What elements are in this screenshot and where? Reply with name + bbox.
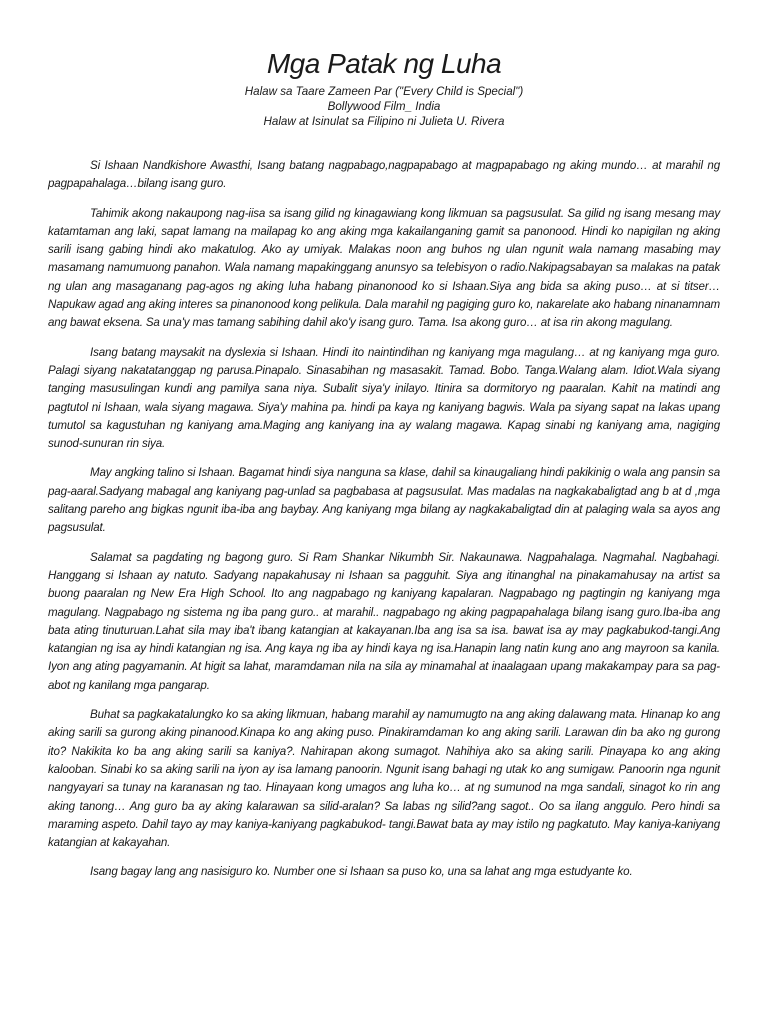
paragraph: Buhat sa pagkakatalungko ko sa aking likmuan, habang marahil ay namumugto na ang aking dalawang mata. Hinanap ko ang aking sarili sa gurong aking pinanood.Kinapa ko ang aking puso. Pinakiramdaman ko ang aking sarili. Larawan din ba ako ng gurong ito? Nakikita ko ba ang aking sarili sa kaniya?. Nahirapan akong sumagot. Nahihiya ako sa aking sarili. Pinayapa ko ang aking kalooban. Sinabi ko sa aking sarili na iyon ay isa lamang panoorin. Ngunit isang bahagi ng utak ko ang sumigaw. Panoorin nga ngunit nangyayari sa tunay na karanasan ng tao. Hinayaan kong umagos ang luha ko… at ng sumunod na mga sandali, sinagot ko rin ang aking tanong… Ang guro ba ay aking kalarawan sa silid-aralan? Sa labas ng silid?ang sagot.. Oo sa ilang anggulo. Pero hindi sa maraming aspeto. Dahil tayo ay may kaniya-kaniyang pagkabukod- tangi.Bawat bata ay may istilo ng pagkatuto. May kaniya-kaniyang katangian at kakayahan. [48,708,720,850]
paragraph: Isang bagay lang ang nasisiguro ko. Number one si Ishaan sa puso ko, una sa lahat ang mga estudyante ko. [90,865,633,879]
document-body [48,157,720,882]
paragraph: Si Ishaan Nandkishore Awasthi, Isang batang nagpabago,nagpapabago at magpapabago ng aking mundo… at marahil ng pagpapahalaga…bilang isang guro. [48,159,720,191]
film-origin-line: Bollywood Film_ India [327,100,441,113]
document-header [48,48,720,129]
author-credit-line: Halaw at Isinulat sa Filipino ni Julieta U. Rivera [263,115,505,128]
paragraph: May angking talino si Ishaan. Bagamat hindi siya nanguna sa klase, dahil sa kinaugaliang hindi pakikinig o wala ang pansin sa pag-aaral.Sadyang mabagal ang kaniyang pag-unlad sa pagbabasa at pagsusulat. Mas madalas na nagkakabaligtad ang b at d ,mga salitang pareho ang bigkas ngunit iba-iba ang baybay. Ang kaniyang mga bilang ay nagkakabaligtad din at palaging wala sa ayos ang pagsusulat. [48,466,720,535]
paragraph: Salamat sa pagdating ng bagong guro. Si Ram Shankar Nikumbh Sir. Nakaunawa. Nagpahalaga. Nagmahal. Nagbahagi. Hanggang si Ishaan ay natuto. Sadyang napakahusay ni Ishaan sa pagguhit. Siya ang itinanghal na pinakamahusay na artist sa buong paaralan ng New Era High School. Ito ang nagpabago ng kaniyang kapalaran. Nagpabago ng pagtingin ng kaniyang mga magulang. Nagpabago ng sistema ng iba pang guro.. at marahil.. nagpabago ng aking pagpapahalaga bilang isang guro.Iba-iba ang bata ating tinuturuan.Lahat sila may iba't ibang katangian at kakayanan.Iba ang isa sa isa. bawat isa ay may pagkabukod-tangi.Ang katangian ng isa ay hindi katangian ng isa. Ang kaya ng iba ay hindi kaya ng isa.Hanapin lang natin kung ano ang mayroon sa kanila. Iyon ang ating pagyamanin. At higit sa lahat, maramdaman nila na sila ay minamahal at inaalagaan upang makakampay para sa pag-abot ng kanilang mga pangarap. [48,550,720,692]
source-film-line: Halaw sa Taare Zameen Par ("Every Child is Special") [244,85,524,98]
document-title: Mga Patak ng Luha [266,48,502,79]
paragraph: Tahimik akong nakaupong nag-iisa sa isang gilid ng kinagawiang kong likmuan sa pagsusulat. Sa gilid ng isang mesang may katamtaman ang laki, sapat lamang na mailapag ko ang aking mga kakailanganing gamit sa panonood. Hindi ko napigilan ng aking sarili isang gabing hindi ako makatulog. Ako ay umiyak. Malakas noon ang buhos ng ulan ngunit wala namang masabing may masamang namumuong panahon. Wala namang mapakinggang anunsyo sa telebisyon o radio.Nakipagsabayan sa malakas na patak ng ulan ang masaganang pag-agos ng aking luha habang pinanonood ko si Ishaan.Siya ang bida sa aking puso… at si titser…Napukaw agad ang aking interes sa pinanonood kong pelikula. Dala marahil ng pagiging guro ko, nakarelate ako habang ninanamnam ang bawat eksena. Sa una'y mas tamang sabihing dahil ako'y isang guro. Tama. Isa akong guro… at isa rin akong magulang. [48,206,720,330]
paragraph: Isang batang maysakit na dyslexia si Ishaan. Hindi ito naintindihan ng kaniyang mga magulang… at ng kaniyang mga guro. Palagi siyang nakatatanggap ng parusa.Pinapalo. Sinasabihan ng masasakit. Tamad. Bobo. Tanga.Walang alam. Idiot.Wala siyang tanging masusulingan kundi ang pamilya sana niya. Subalit siya'y inilayo. Itinira sa dormitoryo ng paaralan. Kahit na matindi ang pagtutol ni Ishaan, wala siyang magawa. Siya'y mahina pa. hindi pa kaya ng kaniyang bagwis. Wala pa siyang sapat na lakas upang tumutol sa kagustuhan ng kaniyang ama.Maging ang kaniyang ina ay walang magawa. Kapag sinabi ng kaniyang ama, nagiging sunod-sunuran rin siya. [48,345,720,451]
